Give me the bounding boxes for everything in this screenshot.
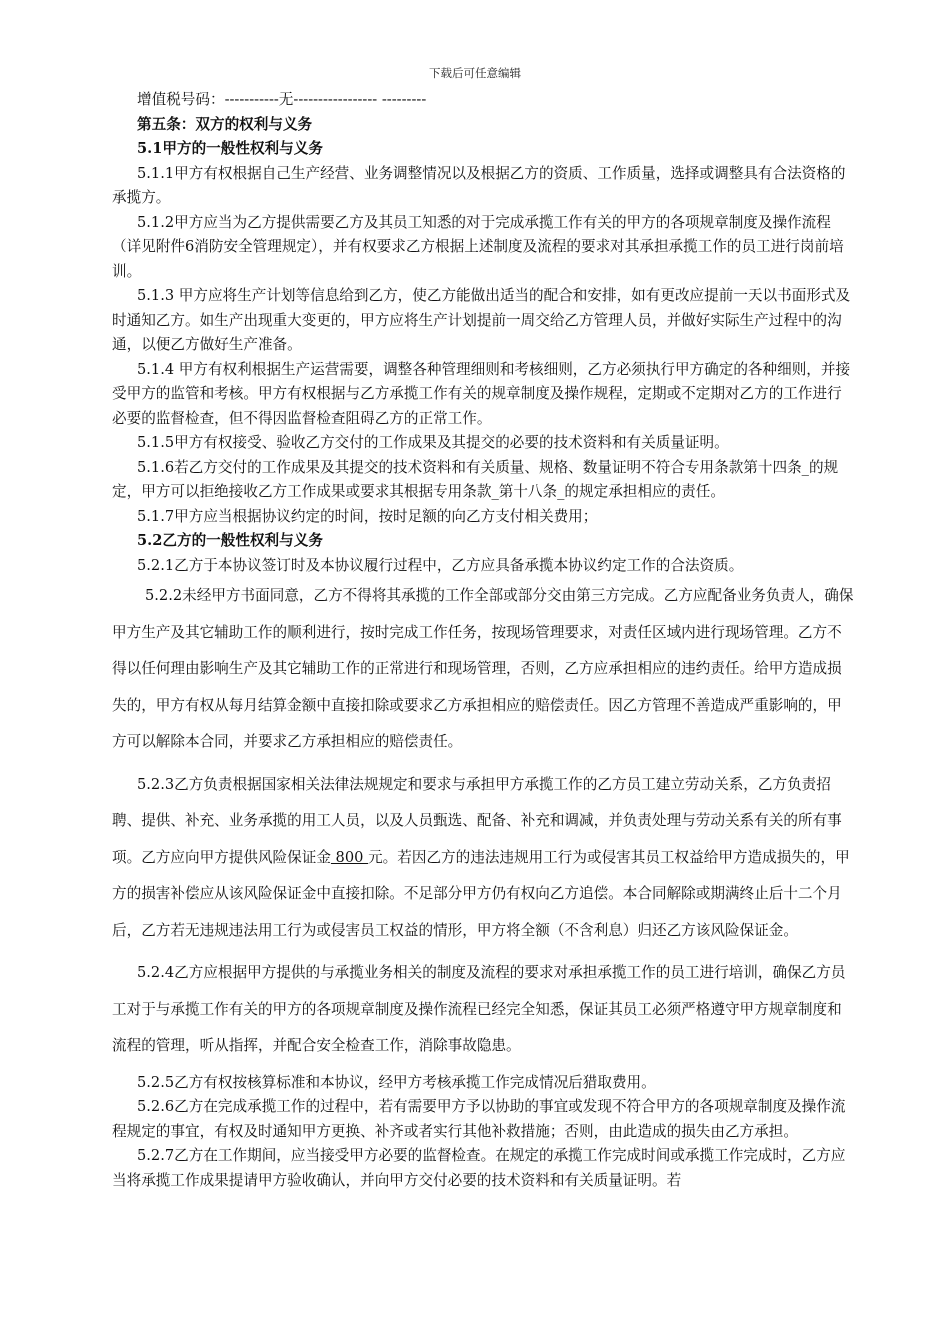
- page-header: 下载后可任意编辑: [429, 66, 521, 80]
- deposit-amount: 800: [330, 848, 369, 866]
- clause-5-2-1: 5.2.1乙方于本协议签订时及本协议履行过程中，乙方应具备承揽本协议约定工作的合法资质。: [137, 556, 744, 574]
- clause-5-2-2: 5.2.2未经甲方书面同意，乙方不得将其承揽的工作全部或部分交由第三方完成。乙方应配备业务负责人，确保甲方生产及其它辅助工作的顺利进行，按时完成工作任务，按现场管理要求，对责任区域内进行现场管理。乙方不得以任何理由影响生产及其它辅助工作的正常进行和现场管理，否则，乙方应承担相应的违约责任。给甲方造成损失的，甲方有权从每月结算金额中直接扣除或要求乙方承担相应的赔偿责任。因乙方管理不善造成严重影响的，甲方可以解除本合同，并要求乙方承担相应的赔偿责任。: [112, 587, 854, 750]
- section-5-2-title: 5.2乙方的一般性权利与义务: [137, 532, 323, 549]
- document-body: [112, 88, 854, 1193]
- clause-5-2-3-text-a: 5.2.3乙方负责根据国家相关法律法规规定和要求与承担甲方承揽工作的乙方员工建立劳动关系，乙方负责招聘、提供、补充、业务承揽的用工人员，以及人员甄选、配备、补充和调减，并负责处理与劳动关系有关的所有事项。乙方应向甲方提供风险保证金: [112, 775, 842, 866]
- vat-number-line: 增值税号码：-----------无----------------- ---------: [137, 91, 427, 108]
- clause-5-2-6: 5.2.6乙方在完成承揽工作的过程中，若有需要甲方予以协助的事宜或发现不符合甲方的各项规章制度及操作流程规定的事宜，有权及时通知甲方更换、补齐或者实行其他补救措施；否则，由此造成的损失由乙方承担。: [112, 1098, 846, 1140]
- clause-5-1-6: 5.1.6若乙方交付的工作成果及其提交的技术资料和有关质量、规格、数量证明不符合专用条款第十四条_的规定，甲方可以拒绝接收乙方工作成果或要求其根据专用条款_第十八条_的规定承担相应的责任。: [112, 458, 839, 500]
- clause-5-1-4: 5.1.4 甲方有权利根据生产运营需要，调整各种管理细则和考核细则，乙方必须执行甲方确定的各种细则，并接受甲方的监管和考核。甲方有权根据与乙方承揽工作有关的规章制度及操作规程，定期或不定期对乙方的工作进行必要的监督检查，但不得因监督检查阻碍乙方的正常工作。: [112, 360, 851, 427]
- clause-5-1-7: 5.1.7甲方应当根据协议约定的时间，按时足额的向乙方支付相关费用；: [137, 507, 598, 525]
- clause-5-2-3-text-b: 元。若因乙方的违法违规用工行为或侵害其员工权益给甲方造成损失的，甲方的损害补偿应从该风险保证金中直接扣除。不足部分甲方仍有权向乙方追偿。本合同解除或期满终止后十二个月后，乙方若无违规违法用工行为或侵害员工权益的情形，甲方将全额（不含利息）归还乙方该风险保证金。: [112, 848, 850, 939]
- clause-5-2-4: 5.2.4乙方应根据甲方提供的与承揽业务相关的制度及流程的要求对承担承揽工作的员工进行培训，确保乙方员工对于与承揽工作有关的甲方的各项规章制度及操作流程已经完全知悉，保证其员工必须严格遵守甲方规章制度和流程的管理，听从指挥，并配合安全检查工作，消除事故隐患。: [112, 964, 846, 1054]
- clause-5-1-3: 5.1.3 甲方应将生产计划等信息给到乙方，使乙方能做出适当的配合和安排，如有更改应提前一天以书面形式及时通知乙方。如生产出现重大变更的，甲方应将生产计划提前一周交给乙方管理人员，并做好实际生产过程中的沟通，以便乙方做好生产准备。: [112, 287, 851, 353]
- clause-5-1-2: 5.1.2甲方应当为乙方提供需要乙方及其员工知悉的对于完成承揽工作有关的甲方的各项规章制度及操作流程（详见附件6消防安全管理规定），并有权要求乙方根据上述制度及流程的要求对其承担承揽工作的员工进行岗前培训。: [112, 213, 844, 280]
- clause-5-2-5: 5.2.5乙方有权按核算标准和本协议，经甲方考核承揽工作完成情况后猎取费用。: [137, 1073, 656, 1091]
- article-5-title: 第五条：双方的权利与义务: [137, 115, 313, 133]
- clause-5-2-7: 5.2.7乙方在工作期间，应当接受甲方必要的监督检查。在规定的承揽工作完成时间或承揽工作完成时，乙方应当将承揽工作成果提请甲方验收确认，并向甲方交付必要的技术资料和有关质量证明。若: [112, 1147, 846, 1189]
- clause-5-1-1: 5.1.1甲方有权根据自己生产经营、业务调整情况以及根据乙方的资质、工作质量，选择或调整具有合法资格的承揽方。: [112, 164, 846, 206]
- section-5-1-title: 5.1甲方的一般性权利与义务: [137, 140, 323, 157]
- clause-5-1-5: 5.1.5甲方有权接受、验收乙方交付的工作成果及其提交的必要的技术资料和有关质量证明。: [137, 434, 729, 451]
- clause-5-2-3: [112, 767, 854, 950]
